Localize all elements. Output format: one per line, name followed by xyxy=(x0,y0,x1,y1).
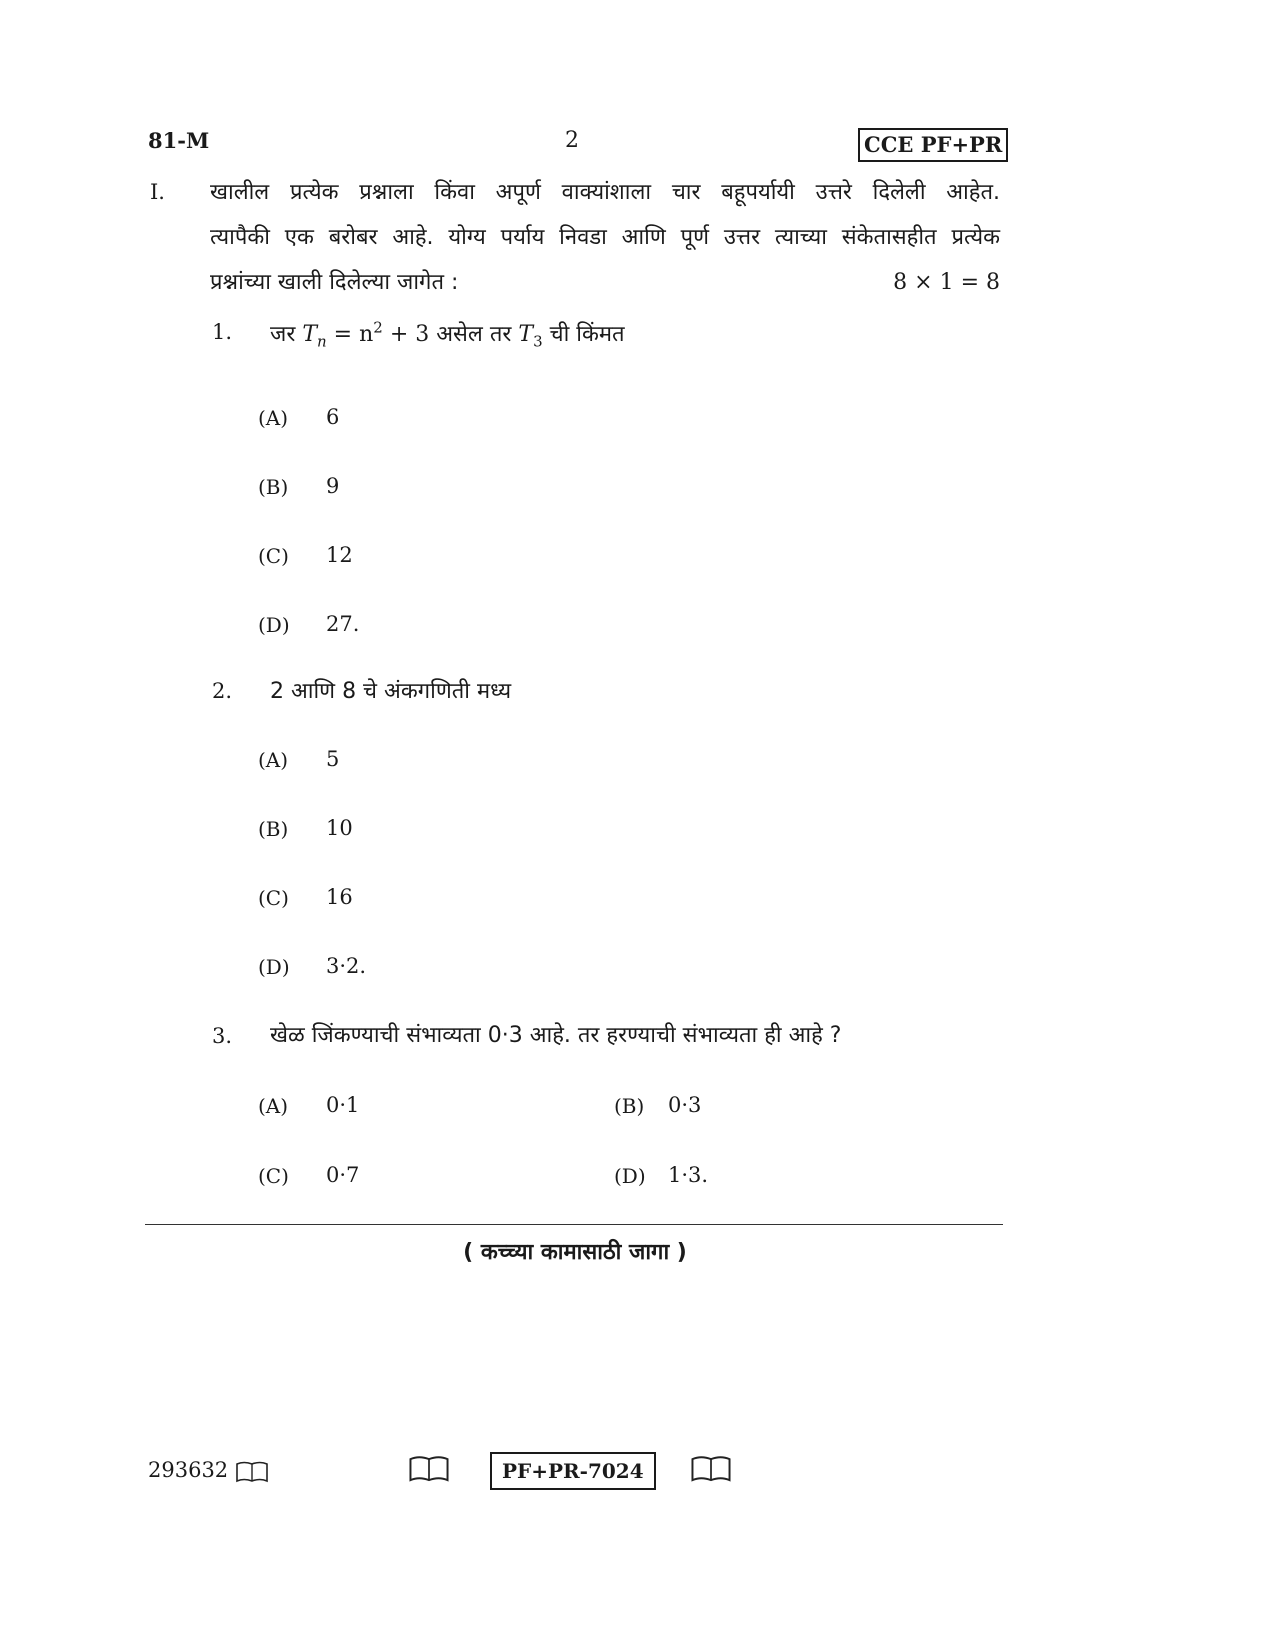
instruction-line: खालील प्रत्येक प्रश्नाला किंवा अपूर्ण वाक्यांशाला चार बहूपर्यायी उत्तरे दिलेली आहेत. xyxy=(210,180,1000,205)
math-subscript: n xyxy=(317,332,327,351)
option-label: (D) xyxy=(614,1164,646,1188)
option-label: (C) xyxy=(258,1164,289,1188)
option-label: (B) xyxy=(258,817,289,841)
option-value: 27. xyxy=(326,612,360,636)
footer-serial xyxy=(148,1458,269,1484)
option-value: 0·3 xyxy=(668,1093,702,1117)
instruction-line: त्यापैकी एक बरोबर आहे. योग्य पर्याय निवडा आणि पूर्ण उत्तर त्याच्या संकेतासहीत प्रत्येक xyxy=(210,225,1000,250)
footer-code-box: PF+PR-7024 xyxy=(490,1452,656,1490)
option-label: (C) xyxy=(258,886,289,910)
section-number: I. xyxy=(150,180,165,204)
question-text: 2 आणि 8 चे अंकगणिती मध्य xyxy=(270,679,512,704)
math-expression xyxy=(518,322,543,351)
math-part: + 3 xyxy=(382,322,430,347)
question-text: खेळ जिंकण्याची संभाव्यता 0·3 आहे. तर हरण्याची संभाव्यता ही आहे ? xyxy=(270,1023,842,1048)
question-number: 3. xyxy=(212,1024,233,1048)
option-value: 0·1 xyxy=(326,1093,360,1117)
option-value: 6 xyxy=(326,405,340,429)
math-symbol: T xyxy=(302,322,318,347)
series-box: CCE PF+PR xyxy=(858,128,1008,162)
question-number: 2. xyxy=(212,679,233,703)
paper-code: 81-M xyxy=(148,128,210,153)
math-part: = n xyxy=(326,322,374,347)
option-value: 0·7 xyxy=(326,1163,360,1187)
marks-allocation: 8 × 1 = 8 xyxy=(893,270,1000,295)
open-book-icon xyxy=(408,1454,450,1484)
option-value: 10 xyxy=(326,816,353,840)
option-label: (C) xyxy=(258,544,289,568)
math-symbol: T xyxy=(518,322,534,347)
option-label: (A) xyxy=(258,748,289,772)
divider-line xyxy=(145,1224,1003,1225)
option-label: (D) xyxy=(258,613,290,637)
instruction-line-last xyxy=(210,260,1000,305)
option-label: (B) xyxy=(258,475,289,499)
option-label: (A) xyxy=(258,1094,289,1118)
option-value: 12 xyxy=(326,543,353,567)
question-text-part: असेल तर xyxy=(436,322,512,347)
question-text xyxy=(270,318,625,350)
serial-number: 293632 xyxy=(148,1458,229,1482)
option-value: 5 xyxy=(326,747,340,771)
page-number: 2 xyxy=(565,128,579,153)
open-book-icon xyxy=(690,1454,732,1484)
instruction-line: प्रश्नांच्या खाली दिलेल्या जागेत : xyxy=(210,270,459,295)
rough-work-label: ( कच्च्या कामासाठी जागा ) xyxy=(463,1240,687,1265)
option-value: 9 xyxy=(326,474,340,498)
open-book-icon xyxy=(235,1460,269,1484)
option-label: (D) xyxy=(258,955,290,979)
question-number: 1. xyxy=(212,320,233,344)
question-text-part: जर xyxy=(270,322,296,347)
option-value: 16 xyxy=(326,885,353,909)
option-value: 3·2. xyxy=(326,954,367,978)
option-label: (A) xyxy=(258,406,289,430)
section-instructions xyxy=(210,170,1000,305)
math-expression xyxy=(302,318,430,351)
question-text-part: ची किंमत xyxy=(549,322,625,347)
option-value: 1·3. xyxy=(668,1163,709,1187)
math-superscript: 2 xyxy=(373,318,383,337)
math-subscript: 3 xyxy=(533,332,543,351)
option-label: (B) xyxy=(614,1094,645,1118)
